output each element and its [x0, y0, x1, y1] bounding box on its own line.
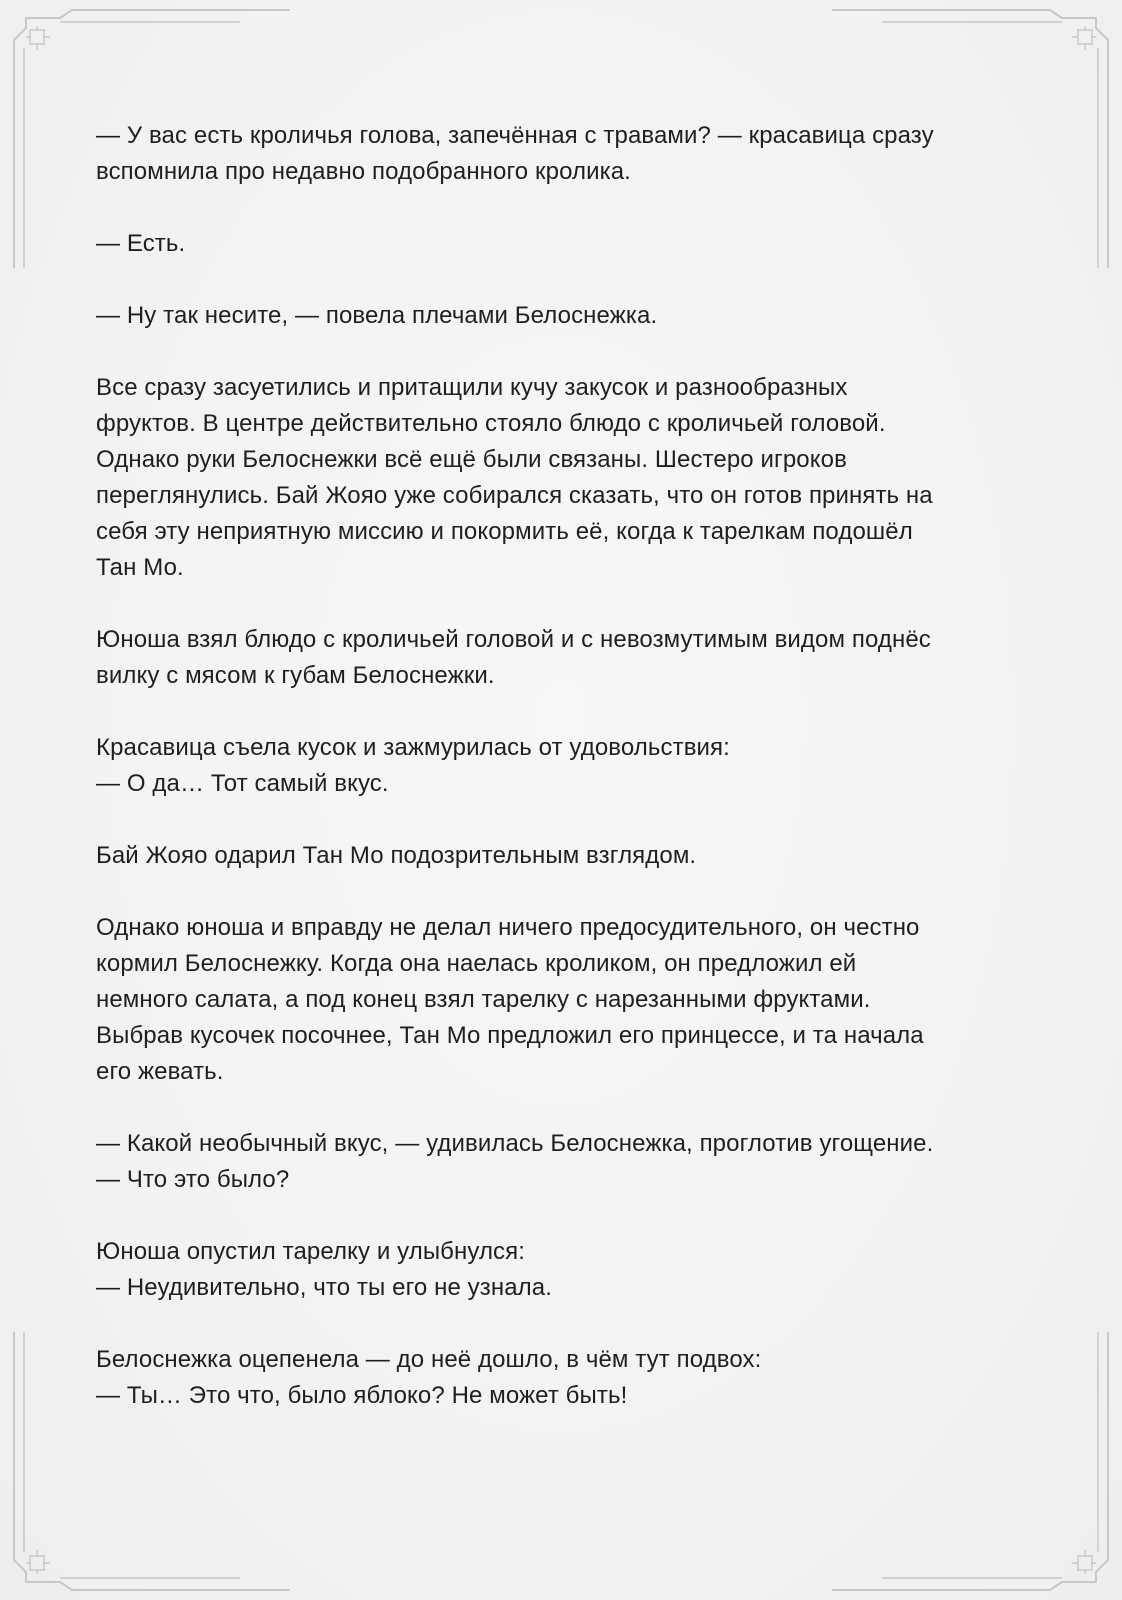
text-line: Выбрав кусочек посочнее, Тан Мо предложил его принцессе, и та начала: [96, 1022, 924, 1049]
text-line: — Есть.: [96, 230, 186, 257]
paragraph: [96, 118, 1036, 190]
paragraph: [96, 370, 1036, 586]
text-line: немного салата, а под конец взял тарелку с нарезанными фруктами.: [96, 986, 871, 1013]
text-line: — Что это было?: [96, 1166, 290, 1193]
text-line: его жевать.: [96, 1058, 224, 1085]
paragraph: [96, 226, 1036, 262]
text-line: Красавица съела кусок и зажмурилась от удовольствия:: [96, 734, 730, 761]
text-line: — Неудивительно, что ты его не узнала.: [96, 1274, 553, 1301]
text-line: — Какой необычный вкус, — удивилась Белоснежка, проглотив угощение.: [96, 1130, 934, 1157]
text-line: Все сразу засуетились и притащили кучу закусок и разнообразных: [96, 374, 848, 401]
story-text: [96, 118, 1036, 1450]
text-line: Белоснежка оцепенела — до неё дошло, в чём тут подвох:: [96, 1346, 762, 1373]
text-line: вспомнила про недавно подобранного кролика.: [96, 158, 631, 185]
text-line: фруктов. В центре действительно стояло блюдо с кроличьей головой.: [96, 410, 886, 437]
paragraph: [96, 1126, 1036, 1198]
text-line: переглянулись. Бай Жояо уже собирался сказать, что он готов принять на: [96, 482, 933, 509]
text-line: Тан Мо.: [96, 554, 184, 581]
text-line: — Ты… Это что, было яблоко? Не может быть!: [96, 1382, 628, 1409]
text-line: Однако руки Белоснежки всё ещё были связаны. Шестеро игроков: [96, 446, 847, 473]
paragraph: [96, 298, 1036, 334]
paragraph: [96, 1234, 1036, 1306]
text-line: себя эту неприятную миссию и покормить её, когда к тарелкам подошёл: [96, 518, 913, 545]
paragraph: [96, 910, 1036, 1090]
paragraph: [96, 730, 1036, 802]
text-line: Бай Жояо одарил Тан Мо подозрительным взглядом.: [96, 842, 697, 869]
text-line: вилку с мясом к губам Белоснежки.: [96, 662, 495, 689]
text-line: — Ну так несите, — повела плечами Белоснежка.: [96, 302, 658, 329]
text-line: Юноша взял блюдо с кроличьей головой и с невозмутимым видом поднёс: [96, 626, 931, 653]
text-line: кормил Белоснежку. Когда она наелась кроликом, он предложил ей: [96, 950, 857, 977]
text-line: Однако юноша и вправду не делал ничего предосудительного, он честно: [96, 914, 920, 941]
paragraph: [96, 838, 1036, 874]
text-line: Юноша опустил тарелку и улыбнулся:: [96, 1238, 526, 1265]
text-line: — У вас есть кроличья голова, запечённая с травами? — красавица сразу: [96, 122, 934, 149]
paragraph: [96, 622, 1036, 694]
text-line: — О да… Тот самый вкус.: [96, 770, 389, 797]
paragraph: [96, 1342, 1036, 1414]
